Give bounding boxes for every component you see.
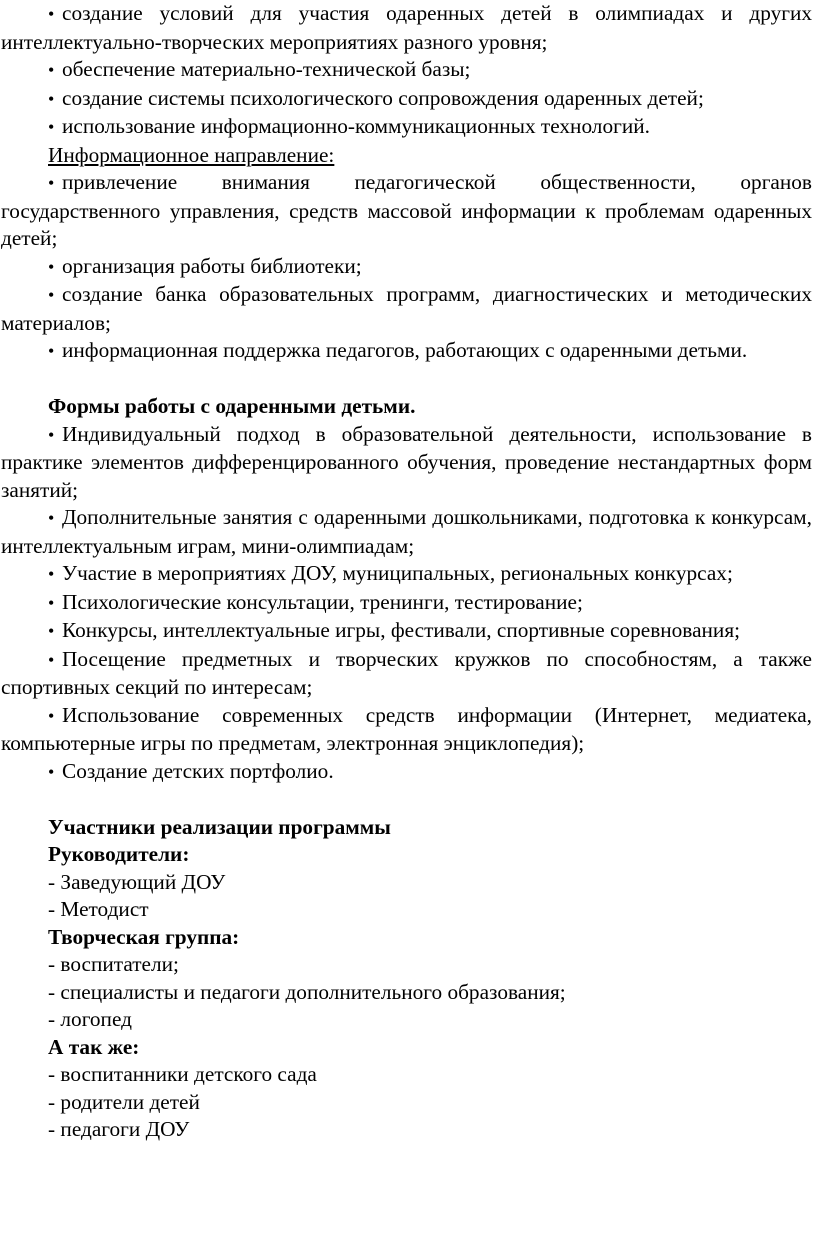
list-item: • Дополнительные занятия с одаренными дошкольниками, подготовка к конкурсам, интеллектуальным играм, мини-олимпиадам; <box>1 504 812 560</box>
list-item: • создание банка образовательных программ, диагностических и методических материалов; <box>1 281 812 337</box>
section-conditions <box>1 0 812 142</box>
list-item: • Использование современных средств информации (Интернет, медиатека, компьютерные игры по предметам, электронная энциклопедия); <box>1 702 812 758</box>
list-item: - специалисты и педагоги дополнительного образования; <box>48 979 566 1004</box>
participants-heading: Участники реализации программы <box>48 814 391 839</box>
spacer <box>1 366 812 394</box>
also-heading: А так же: <box>48 1034 140 1059</box>
section-participants <box>1 814 812 1144</box>
list-item: - педагоги ДОУ <box>48 1117 190 1141</box>
section-forms <box>1 393 812 786</box>
section-info <box>1 142 812 366</box>
list-item: • обеспечение материально-технической базы; <box>1 56 812 85</box>
info-heading: Информационное направление: <box>48 142 335 167</box>
list-item: • организация работы библиотеки; <box>1 253 812 282</box>
list-item: • Участие в мероприятиях ДОУ, муниципальных, региональных конкурсах; <box>1 560 812 589</box>
list-item: • создание условий для участия одаренных детей в олимпиадах и других интеллектуально-творческих мероприятиях разного уровня; <box>1 0 812 56</box>
list-item: • Психологические консультации, тренинги, тестирование; <box>1 589 812 618</box>
list-item: • использование информационно-коммуникационных технологий. <box>1 113 812 142</box>
list-item: - родители детей <box>48 1089 200 1114</box>
list-item: - Заведующий ДОУ <box>48 869 226 894</box>
list-item: - воспитанники детского сада <box>48 1062 317 1086</box>
list-item: • Индивидуальный подход в образовательной деятельности, использование в практике элементов дифференцированного обучения, проведение нестандартных форм занятий; <box>1 421 812 505</box>
creative-group-heading: Творческая группа: <box>48 924 240 949</box>
list-item: • информационная поддержка педагогов, работающих с одаренными детьми. <box>1 337 812 366</box>
leaders-heading: Руководители: <box>48 842 190 866</box>
list-item: • привлечение внимания педагогической общественности, органов государственного управления, средств массовой информации к проблемам одаренных детей; <box>1 169 812 253</box>
forms-heading: Формы работы с одаренными детьми. <box>48 394 416 418</box>
spacer <box>1 786 812 814</box>
list-item: - Методист <box>48 897 149 921</box>
list-item: - логопед <box>48 1007 132 1031</box>
list-item: - воспитатели; <box>48 952 179 976</box>
list-item: • Конкурсы, интеллектуальные игры, фестивали, спортивные соревнования; <box>1 617 812 646</box>
list-item: • создание системы психологического сопровождения одаренных детей; <box>1 85 812 114</box>
list-item: • Посещение предметных и творческих кружков по способностям, а также спортивных секций по интересам; <box>1 646 812 702</box>
list-item: • Создание детских портфолио. <box>1 758 812 787</box>
